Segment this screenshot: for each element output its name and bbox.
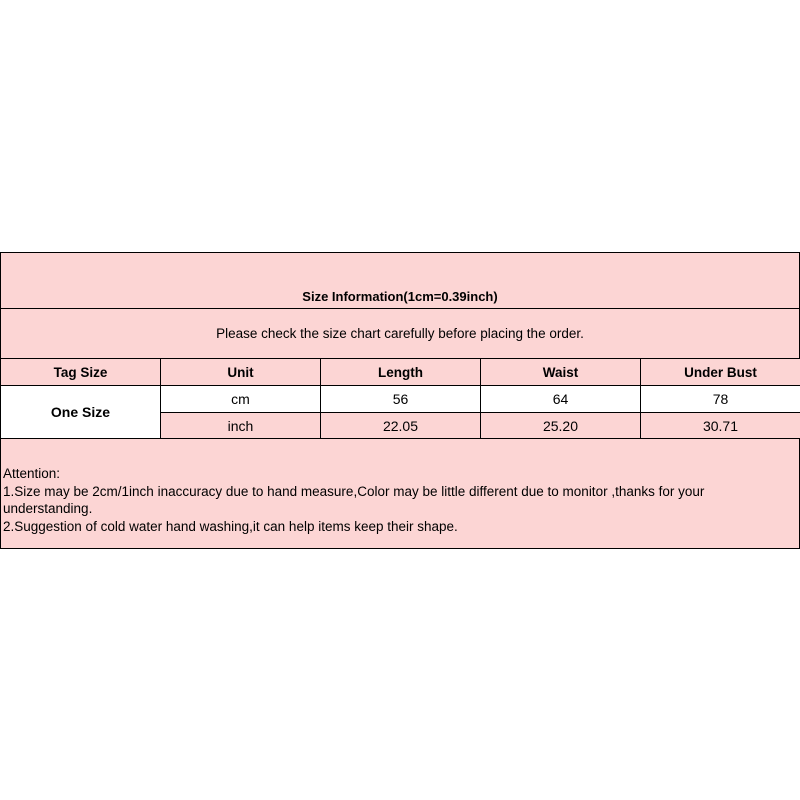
tag-size-cell: One Size	[1, 386, 161, 439]
header-under-bust: Under Bust	[641, 359, 800, 386]
header-length: Length	[321, 359, 481, 386]
attention-line-1-cont: understanding.	[3, 501, 93, 516]
under-bust-cell: 78	[641, 386, 800, 413]
waist-cell: 25.20	[481, 413, 641, 439]
length-cell: 56	[321, 386, 481, 413]
size-chart	[0, 252, 800, 549]
note-row	[0, 308, 800, 358]
attention-heading: Attention:	[3, 466, 61, 481]
title-row	[0, 252, 800, 308]
unit-cell: inch	[161, 413, 321, 439]
attention-line-2: 2.Suggestion of cold water hand washing,it can help items keep their shape.	[3, 518, 458, 534]
attention-line-1: 1.Size may be 2cm/1inch inaccuracy due to hand measure,Color may be little different due to monitor ,thanks for your	[3, 483, 705, 499]
header-tag-size: Tag Size	[1, 359, 161, 386]
order-note: Please check the size chart carefully before placing the order.	[216, 326, 584, 341]
under-bust-cell: 30.71	[641, 413, 800, 439]
header-unit: Unit	[161, 359, 321, 386]
waist-cell: 64	[481, 386, 641, 413]
length-cell: 22.05	[321, 413, 481, 439]
size-table	[0, 358, 800, 439]
header-waist: Waist	[481, 359, 641, 386]
attention-box	[0, 439, 800, 549]
size-info-title: Size Information(1cm=0.39inch)	[302, 289, 498, 304]
unit-cell: cm	[161, 386, 321, 413]
table-row	[1, 386, 800, 413]
table-header-row	[1, 359, 800, 386]
